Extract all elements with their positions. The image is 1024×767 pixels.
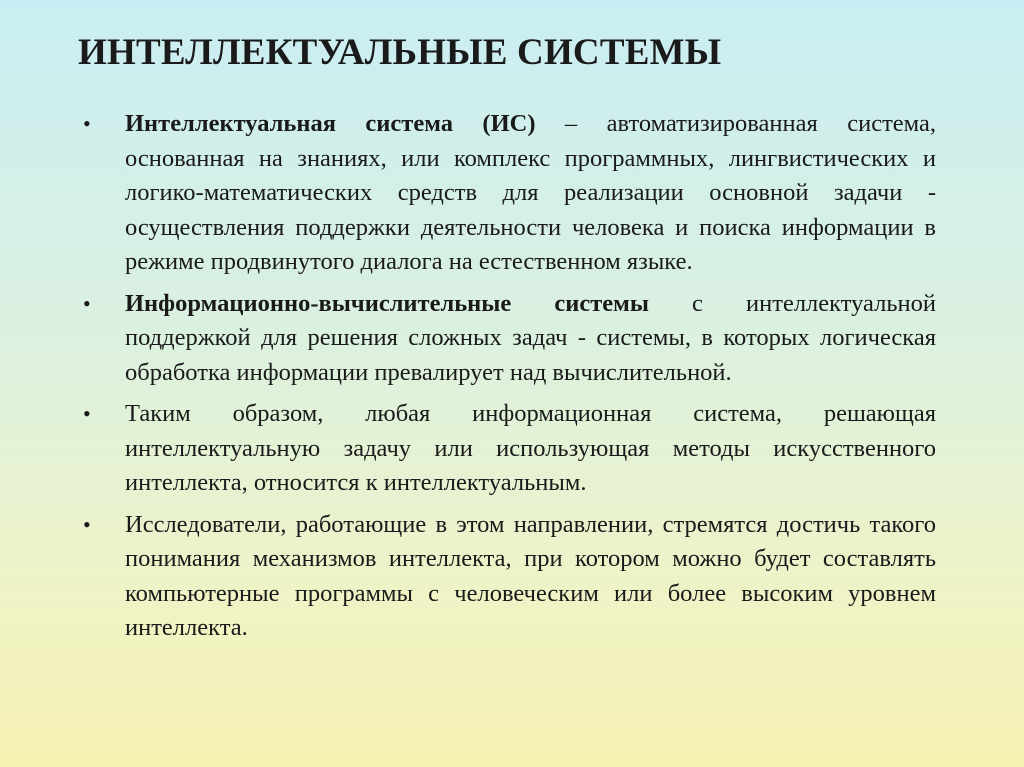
bullet-dot-icon: • bbox=[83, 401, 91, 426]
bullet-text: Исследователи, работающие в этом направлении, стремятся достичь такого понимания механизмов интеллекта, при котором можно будет составлять компьютерные программы с человеческим или более высоким уровнем интеллекта. bbox=[125, 510, 936, 641]
bullet-item-is-definition bbox=[82, 107, 936, 280]
bullet-text: – автоматизированная система, основанная на знаниях, или комплекс программных, лингвистических и логико-математических средств для реализации основной задачи - осуществления поддержки деятельности человека и поиска информации в режиме продвинутого диалога на естественном языке. bbox=[125, 110, 936, 275]
bullet-item-info-computing-systems bbox=[82, 287, 936, 391]
bullet-dot-icon: • bbox=[83, 511, 91, 537]
bullet-text: Таким образом, любая информационная система, решающая интеллектуальную задачу или использующая методы искусственного интеллекта, относится к интеллектуальным. bbox=[125, 400, 936, 496]
bullet-term: Информационно-вычислительные системы bbox=[125, 289, 649, 317]
bullet-item-researchers bbox=[82, 508, 936, 646]
bullet-list bbox=[82, 107, 936, 653]
bullet-text: с интеллектуальной поддержкой для решения сложных задач - системы, в которых логическая обработка информации превалирует над вычислительной. bbox=[125, 289, 937, 386]
bullet-item-conclusion bbox=[82, 397, 936, 501]
slide-title: ИНТЕЛЛЕКТУАЛЬНЫЕ СИСТЕМЫ bbox=[78, 32, 722, 73]
bullet-dot-icon: • bbox=[83, 111, 91, 136]
bullet-term: Интеллектуальная система (ИС) bbox=[125, 110, 536, 137]
bullet-dot-icon: • bbox=[83, 290, 91, 316]
